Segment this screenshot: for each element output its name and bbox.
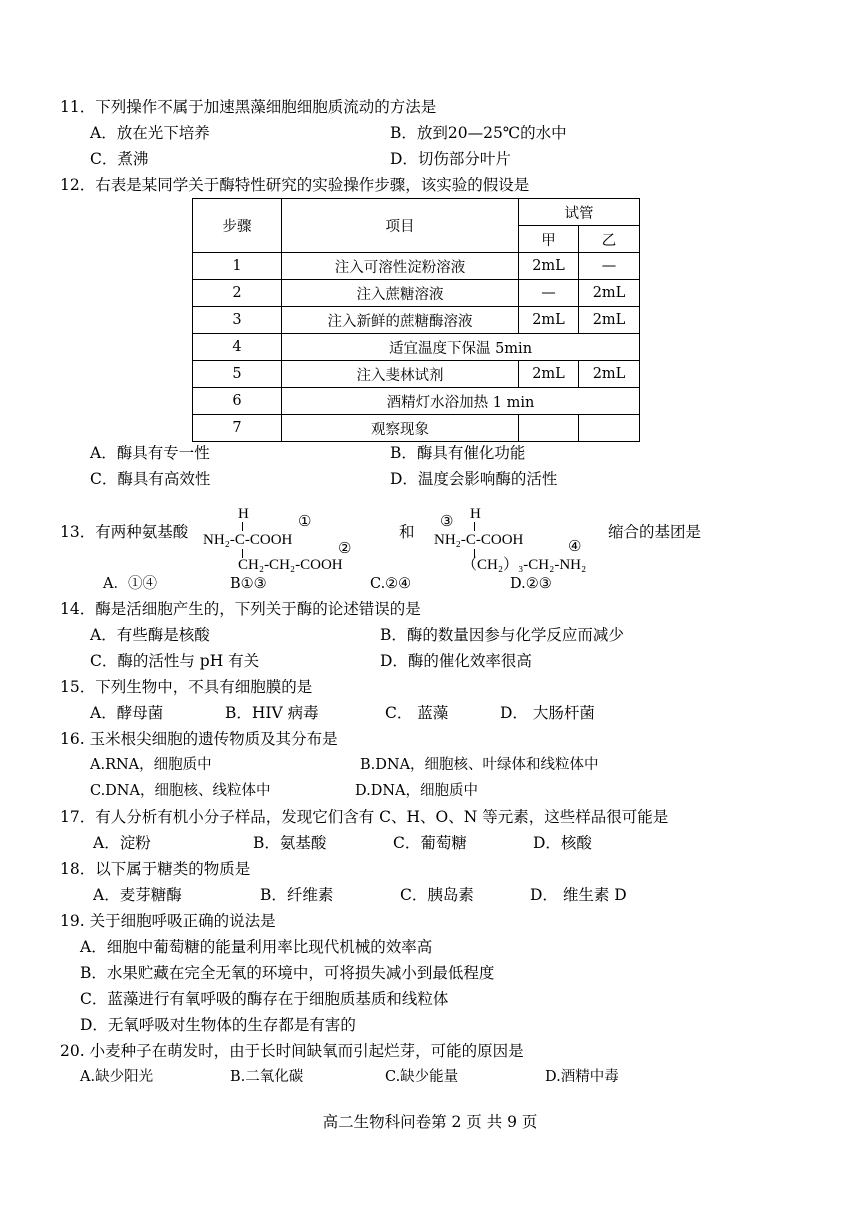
- table-row: [193, 253, 640, 280]
- q12-stem: 12．右表是某同学关于酶特性研究的实验操作步骤，该实验的假设是: [60, 176, 530, 194]
- q18-option-a: A．麦芽糖酶: [93, 886, 182, 904]
- page-footer: 高二生物科问卷第 2 页 共 9 页: [322, 1113, 538, 1131]
- table-row: [193, 334, 640, 361]
- q13-option-a: A．①④: [103, 576, 157, 592]
- q16-option-d: D.DNA，细胞质中: [355, 783, 479, 799]
- aa1-marker-1: ①: [298, 514, 312, 530]
- q14-option-d: D．酶的催化效率很高: [380, 652, 532, 670]
- row-step: 2: [193, 280, 282, 307]
- q16-option-c: C.DNA，细胞核、线粒体中: [90, 783, 271, 799]
- q14-option-b: B．酶的数量因参与化学反应而减少: [380, 626, 624, 644]
- row-jia: [519, 415, 579, 442]
- aa1-side-chain: CH₂-CH₂-COOH: [238, 557, 343, 573]
- aa1-bond-top: [242, 522, 243, 531]
- q13-option-c: C.②④: [370, 576, 412, 592]
- q15-option-d: D． 大肠杆菌: [500, 704, 595, 722]
- row-jia: —: [519, 280, 579, 307]
- q19-option-a: A．细胞中葡萄糖的能量利用率比现代机械的效率高: [80, 938, 433, 956]
- aa2-hydrogen: H: [470, 506, 481, 522]
- table-row: [193, 280, 640, 307]
- q13-option-d: D.②③: [510, 576, 552, 592]
- q19-option-c: C．蓝藻进行有氧呼吸的酶存在于细胞质基质和线粒体: [80, 990, 449, 1008]
- q15-option-a: A．酵母菌: [90, 704, 164, 722]
- q12-option-d: D．温度会影响酶的活性: [390, 470, 558, 488]
- q18-option-b: B．纤维素: [260, 886, 334, 904]
- row-item: 注入斐林试剂: [282, 361, 519, 388]
- row-yi: [579, 415, 640, 442]
- header-step: 步骤: [193, 199, 282, 253]
- table-row: [193, 307, 640, 334]
- row-jia: 2mL: [519, 361, 579, 388]
- aa2-bond-top: [474, 522, 475, 531]
- experiment-table: [192, 198, 640, 442]
- q12-option-a: A．酶具有专一性: [90, 444, 210, 462]
- row-step: 5: [193, 361, 282, 388]
- q17-option-d: D．核酸: [533, 834, 592, 852]
- q19-stem: 19. 关于细胞呼吸正确的说法是: [60, 912, 276, 930]
- table-row: [193, 361, 640, 388]
- q19-option-b: B．水果贮藏在完全无氧的环境中，可将损失减小到最低程度: [80, 964, 495, 982]
- q17-option-a: A．淀粉: [93, 834, 151, 852]
- q17-stem: 17．有人分析有机小分子样品，发现它们含有 C、H、O、N 等元素，这些样品很可能是: [60, 808, 669, 826]
- q18-option-c: C．胰岛素: [400, 886, 474, 904]
- q17-option-b: B．氨基酸: [253, 834, 327, 852]
- row-item: 酒精灯水浴加热 1 min: [282, 388, 640, 415]
- header-item: 项目: [282, 199, 519, 253]
- row-item: 适宜温度下保温 5min: [282, 334, 640, 361]
- row-jia: 2mL: [519, 307, 579, 334]
- q14-stem: 14．酶是活细胞产生的，下列关于酶的论述错误的是: [60, 600, 421, 618]
- q11-option-d: D．切伤部分叶片: [390, 150, 511, 168]
- row-jia: 2mL: [519, 253, 579, 280]
- row-item: 注入可溶性淀粉溶液: [282, 253, 519, 280]
- header-tube-jia: 甲: [519, 226, 579, 253]
- q13-and: 和: [399, 523, 415, 541]
- q11-option-b: B．放到20—25℃的水中: [390, 124, 567, 142]
- q13-tail: 缩合的基团是: [608, 523, 702, 541]
- q20-option-b: B.二氧化碳: [230, 1069, 304, 1085]
- row-item: 注入蔗糖溶液: [282, 280, 519, 307]
- q12-option-b: B．酶具有催化功能: [390, 444, 526, 462]
- row-item: 观察现象: [282, 415, 519, 442]
- q15-stem: 15．下列生物中，不具有细胞膜的是: [60, 678, 313, 696]
- q17-option-c: C．葡萄糖: [393, 834, 467, 852]
- aa2-marker-3: ③: [440, 514, 454, 530]
- q11-stem: 11．下列操作不属于加速黑藻细胞细胞质流动的方法是: [60, 98, 437, 116]
- row-step: 1: [193, 253, 282, 280]
- q16-stem: 16. 玉米根尖细胞的遗传物质及其分布是: [60, 730, 338, 748]
- q18-option-d: D． 维生素 D: [530, 886, 627, 904]
- q20-stem: 20. 小麦种子在萌发时，由于长时间缺氧而引起烂芽，可能的原因是: [60, 1042, 524, 1060]
- row-yi: 2mL: [579, 280, 640, 307]
- table-row: [193, 388, 640, 415]
- table-row: [193, 415, 640, 442]
- row-yi: 2mL: [579, 307, 640, 334]
- row-step: 4: [193, 334, 282, 361]
- q16-option-b: B.DNA，细胞核、叶绿体和线粒体中: [360, 757, 599, 773]
- header-tube: 试管: [519, 199, 640, 226]
- aa1-marker-2: ②: [338, 541, 352, 557]
- q20-option-a: A.缺少阳光: [80, 1069, 154, 1085]
- q11-option-c: C．煮沸: [90, 150, 149, 168]
- row-step: 3: [193, 307, 282, 334]
- q20-option-c: C.缺少能量: [385, 1069, 459, 1085]
- q13-stem: 13．有两种氨基酸: [60, 523, 189, 541]
- row-step: 6: [193, 388, 282, 415]
- q15-option-c: C． 蓝藻: [385, 704, 449, 722]
- q18-stem: 18．以下属于糖类的物质是: [60, 860, 251, 878]
- row-step: 7: [193, 415, 282, 442]
- q14-option-c: C．酶的活性与 pH 有关: [90, 652, 260, 670]
- row-yi: 2mL: [579, 361, 640, 388]
- q14-option-a: A．有些酶是核酸: [90, 626, 210, 644]
- q20-option-d: D.酒精中毒: [545, 1069, 619, 1085]
- aa2-side-chain: （CH₂）₃-CH₂-NH₂: [462, 557, 587, 573]
- aa1-main-chain: NH₂-C-COOH: [203, 532, 293, 548]
- row-yi: —: [579, 253, 640, 280]
- q16-option-a: A.RNA，细胞质中: [90, 757, 212, 773]
- q13-option-b: B①③: [230, 576, 267, 592]
- q19-option-d: D．无氧呼吸对生物体的生存都是有害的: [80, 1016, 356, 1034]
- aa1-hydrogen: H: [238, 506, 249, 522]
- header-tube-yi: 乙: [579, 226, 640, 253]
- aa2-marker-4: ④: [568, 539, 582, 555]
- q15-option-b: B．HIV 病毒: [225, 704, 319, 722]
- aa2-main-chain: NH₂-C-COOH: [434, 532, 524, 548]
- q12-option-c: C．酶具有高效性: [90, 470, 211, 488]
- row-item: 注入新鲜的蔗糖酶溶液: [282, 307, 519, 334]
- q11-option-a: A．放在光下培养: [90, 124, 210, 142]
